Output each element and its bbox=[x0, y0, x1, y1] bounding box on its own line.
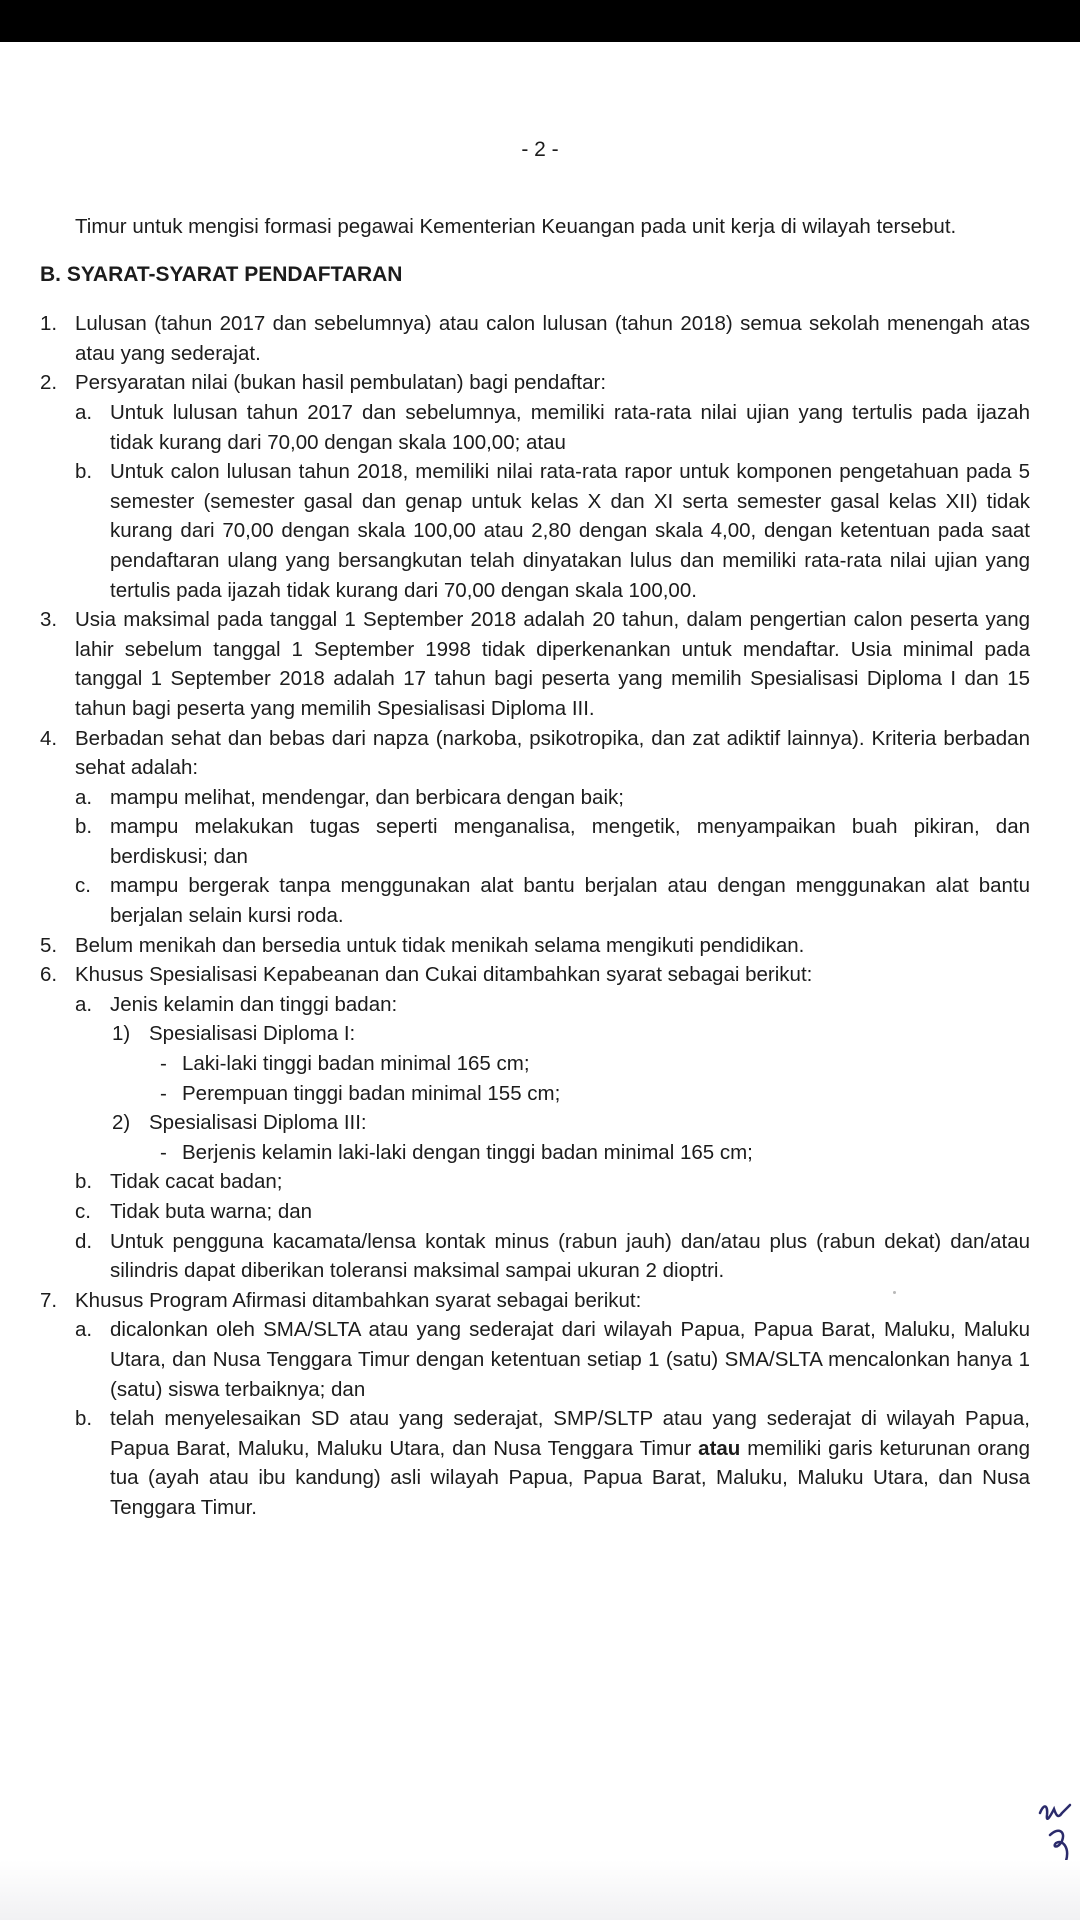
item-text: Lulusan (tahun 2017 dan sebelumnya) atau calon lulusan (tahun 2018) semua sekolah menengah atas atau yang sederajat. bbox=[75, 312, 1030, 365]
sub-text: mampu melakukan tugas seperti menganalisa, mengetik, menyampaikan buah pikiran, dan berdiskusi; dan bbox=[110, 815, 1030, 868]
sub-letter: a. bbox=[75, 992, 93, 1016]
sub-text: mampu melihat, mendengar, dan berbicara dengan baik; bbox=[110, 785, 624, 809]
intro-paragraph: Timur untuk mengisi formasi pegawai Kementerian Keuangan pada unit kerja di wilayah tersebut. bbox=[75, 215, 957, 238]
sub-text: Untuk lulusan tahun 2017 dan sebelumnya, memiliki rata-rata nilai ujian yang tertulis pada ijazah tidak kurang dari 70,00 dengan skala 100,00; atau bbox=[110, 400, 1030, 454]
requirement-6a-2 bbox=[112, 1108, 1030, 1138]
sub-letter: b. bbox=[75, 815, 93, 839]
requirement-2a bbox=[75, 398, 1030, 457]
sub-letter: b. bbox=[75, 1170, 93, 1194]
sub-text: Untuk calon lulusan tahun 2018, memiliki nilai rata-rata rapor untuk komponen pengetahuan pada 5 semester (semester gasal dan genap untuk kelas X dan XI serta semester gasal kelas XII) tidak kurang dari 70,00 dengan skala 100,00 atau 2,80 dengan skala 4,00, dengan ketentuan pada saat pendaftaran ulang yang bersangkutan telah dinyatakan lulus dan memiliki rata-rata nilai ujian yang tertulis pada ijazah tidak kurang dari 70,00 dengan skala 100,00. bbox=[110, 460, 1030, 602]
sub-number: 2) bbox=[112, 1111, 131, 1135]
requirement-6a-1-male bbox=[160, 1049, 1030, 1079]
sub-letter: a. bbox=[75, 400, 93, 424]
sub-letter: b. bbox=[75, 1407, 93, 1431]
sub-letter: c. bbox=[75, 1200, 91, 1223]
requirement-6a-2-male bbox=[160, 1138, 1030, 1168]
requirement-6d bbox=[75, 1227, 1030, 1286]
sub-text: Tidak buta warna; dan bbox=[110, 1200, 313, 1223]
dash-bullet: - bbox=[160, 1140, 167, 1164]
sub-text: Laki-laki tinggi badan minimal 165 cm; bbox=[182, 1052, 530, 1076]
sub-text: Tidak cacat badan; bbox=[110, 1170, 283, 1194]
item-text: Khusus Spesialisasi Kepabeanan dan Cukai ditambahkan syarat sebagai berikut: bbox=[75, 963, 813, 987]
sub-letter: c. bbox=[75, 874, 91, 898]
item-text: Belum menikah dan bersedia untuk tidak menikah selama mengikuti pendidikan. bbox=[75, 933, 805, 957]
document-body bbox=[40, 212, 1030, 1523]
scan-speck bbox=[893, 1291, 896, 1294]
requirement-3 bbox=[40, 605, 1030, 723]
bold-atau: atau bbox=[698, 1436, 741, 1460]
sub-text: dicalonkan oleh SMA/SLTA atau yang sederajat dari wilayah Papua, Papua Barat, Maluku, Maluku Utara, dan Nusa Tenggara Timur dengan ketentuan setiap 1 (satu) SMA/SLTA mencalonkan hanya 1 (satu) siswa terbaiknya; dan bbox=[110, 1318, 1030, 1401]
bottom-edge bbox=[0, 1860, 1080, 1920]
item-number: 6. bbox=[40, 963, 58, 987]
item-number: 7. bbox=[40, 1288, 58, 1312]
requirement-5 bbox=[40, 931, 1030, 961]
sub-text: Jenis kelamin dan tinggi badan: bbox=[110, 992, 398, 1016]
sub-text: mampu bergerak tanpa menggunakan alat bantu berjalan atau dengan menggunakan alat bantu berjalan selain kursi roda. bbox=[110, 874, 1030, 928]
sub-letter: b. bbox=[75, 460, 93, 484]
requirement-6a-1 bbox=[112, 1019, 1030, 1049]
item-number: 4. bbox=[40, 726, 58, 750]
requirement-6b bbox=[75, 1167, 1030, 1197]
requirement-7b bbox=[75, 1404, 1030, 1522]
item-text: Usia maksimal pada tanggal 1 September 2018 adalah 20 tahun, dalam pengertian calon peserta yang lahir sebelum tanggal 1 September 1998 tidak diperkenankan untuk mendaftar. Usia minimal pada tanggal 1 September 2018 adalah 17 tahun bagi peserta yang memilih Spesialisasi Diploma I dan 15 tahun bagi peserta yang memilih Spesialisasi Diploma III. bbox=[75, 608, 1030, 720]
item-text: Persyaratan nilai (bukan hasil pembulatan) bagi pendaftar: bbox=[75, 371, 607, 395]
requirements-list bbox=[40, 309, 1030, 1522]
sub-letter: d. bbox=[75, 1229, 93, 1253]
dash-bullet: - bbox=[160, 1081, 167, 1105]
item-number: 1. bbox=[40, 312, 58, 336]
requirement-2b bbox=[75, 457, 1030, 605]
requirement-2 bbox=[40, 368, 1030, 398]
sub-letter: a. bbox=[75, 785, 93, 809]
requirement-7 bbox=[40, 1286, 1030, 1316]
sub-letter: a. bbox=[75, 1318, 93, 1342]
requirement-7a bbox=[75, 1315, 1030, 1404]
requirement-6a bbox=[75, 990, 1030, 1020]
requirement-6c bbox=[75, 1197, 1030, 1227]
requirement-6 bbox=[40, 960, 1030, 990]
page-number: - 2 - bbox=[521, 138, 559, 161]
requirement-4b bbox=[75, 812, 1030, 871]
sub-number: 1) bbox=[112, 1022, 131, 1046]
top-black-bar bbox=[0, 0, 1080, 42]
sub-text: Spesialisasi Diploma III: bbox=[149, 1111, 367, 1135]
requirement-4 bbox=[40, 724, 1030, 783]
dash-bullet: - bbox=[160, 1052, 167, 1076]
sub-text: Berjenis kelamin laki-laki dengan tinggi badan minimal 165 cm; bbox=[182, 1140, 753, 1164]
item-text: Khusus Program Afirmasi ditambahkan syarat sebagai berikut: bbox=[75, 1288, 642, 1312]
requirement-6a-1-female bbox=[160, 1079, 1030, 1109]
sub-text: Untuk pengguna kacamata/lensa kontak minus (rabun jauh) dan/atau plus (rabun dekat) dan/atau silindris dapat diberikan toleransi maksimal sampai ukuran 2 dioptri. bbox=[110, 1229, 1030, 1283]
item-number: 2. bbox=[40, 371, 58, 395]
item-number: 5. bbox=[40, 933, 58, 957]
item-text: Berbadan sehat dan bebas dari napza (narkoba, psikotropika, dan zat adiktif lainnya). Kriteria berbadan sehat adalah: bbox=[75, 726, 1030, 780]
item-number: 3. bbox=[40, 608, 58, 632]
requirement-1 bbox=[40, 309, 1030, 368]
sub-text-post: memiliki garis keturunan orang tua (ayah atau ibu kandung) asli wilayah Papua, Papua Barat, Maluku, Maluku Utara, dan Nusa Tenggara Timur. bbox=[110, 1436, 1030, 1519]
requirement-4c bbox=[75, 871, 1030, 930]
sub-text: Spesialisasi Diploma I: bbox=[149, 1022, 356, 1046]
requirement-4a bbox=[75, 783, 1030, 813]
sub-text: Perempuan tinggi badan minimal 155 cm; bbox=[182, 1081, 561, 1105]
sub-text-pre: telah menyelesaikan SD atau yang sederajat, SMP/SLTP atau yang sederajat di wilayah Papua, Papua Barat, Maluku, Maluku Utara, dan Nusa Tenggara Timur bbox=[110, 1407, 1030, 1460]
section-heading: B. SYARAT-SYARAT PENDAFTARAN bbox=[40, 262, 403, 286]
